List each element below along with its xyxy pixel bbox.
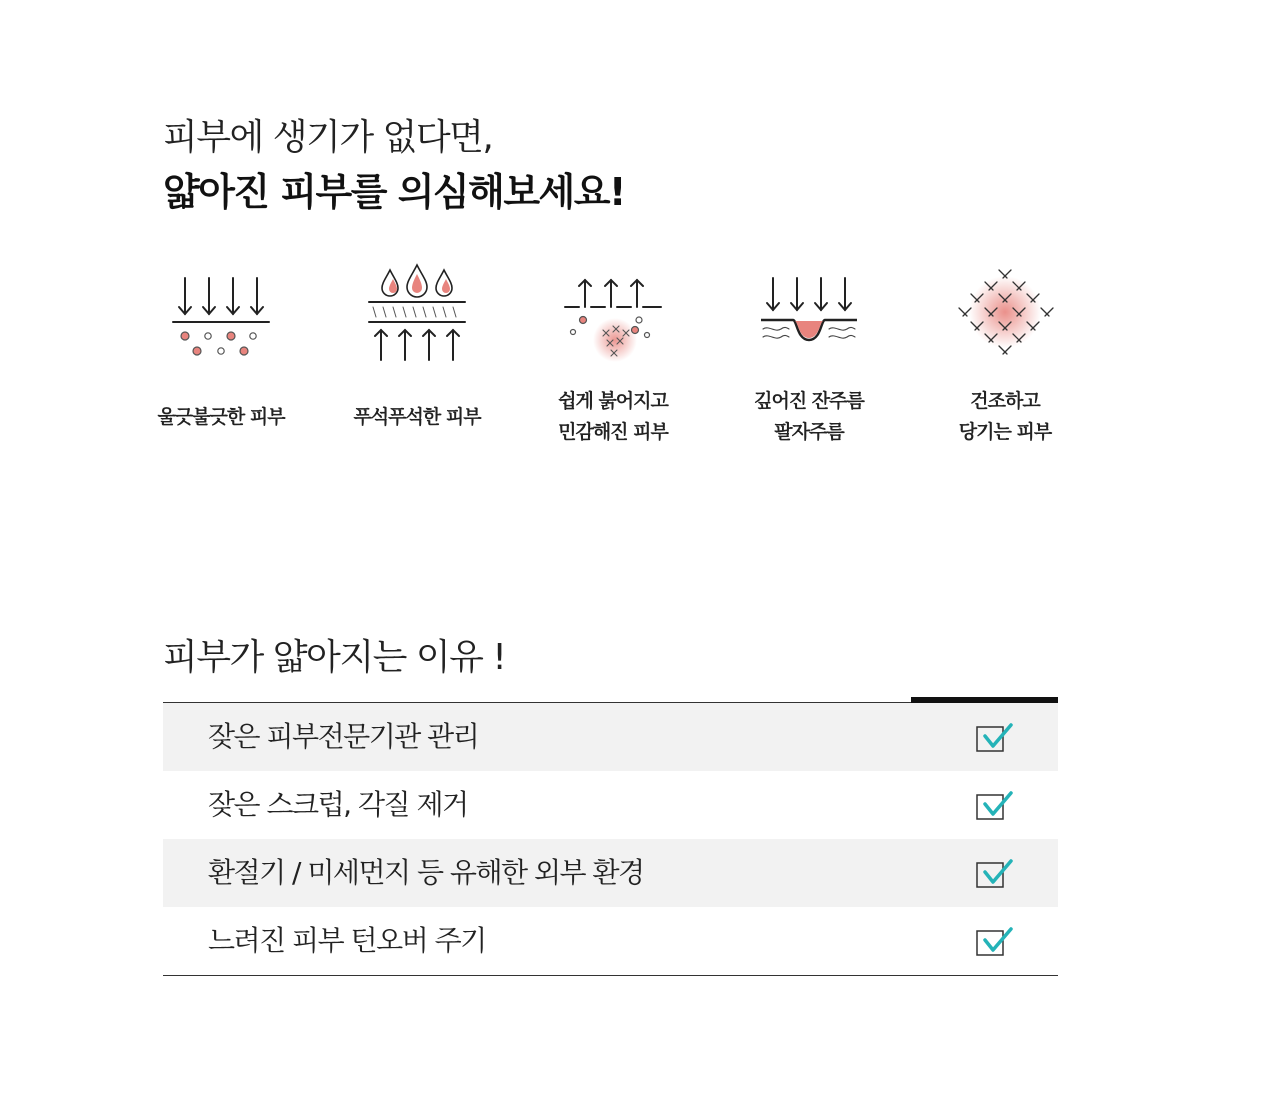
reasons-title: 피부가 얇아지는 이유 ! xyxy=(163,637,506,678)
table-row xyxy=(163,907,1058,975)
symptom-label: 깊어진 잔주름 팔자주름 xyxy=(754,390,864,443)
reason-text: 잦은 스크럽, 각질 제거 xyxy=(208,788,468,821)
symptom-item-tight xyxy=(907,262,1103,462)
checkbox-check-icon xyxy=(976,926,1014,958)
table-row xyxy=(163,771,1058,839)
tight-dry-skin-icon xyxy=(955,262,1055,362)
symptom-label: 울긋불긋한 피부 xyxy=(157,406,285,428)
table-bottom-rule xyxy=(163,975,1058,976)
reason-text: 환절기 / 미세먼지 등 유해한 외부 환경 xyxy=(208,856,644,889)
dry-skin-droplets-icon xyxy=(367,262,467,362)
uneven-skin-icon xyxy=(171,262,271,362)
reason-text: 잦은 피부전문기관 관리 xyxy=(208,720,479,753)
checkbox-check-icon xyxy=(976,858,1014,890)
headline-line-2: 얇아진 피부를 의심해보세요! xyxy=(163,170,625,214)
symptom-item-dry xyxy=(319,262,515,462)
symptom-label: 푸석푸석한 피부 xyxy=(353,406,481,428)
checkbox-check-icon xyxy=(976,722,1014,754)
symptom-label: 쉽게 붉어지고 민감해진 피부 xyxy=(558,390,668,443)
deep-wrinkle-icon xyxy=(759,262,859,362)
headline xyxy=(163,112,625,220)
reason-text: 느려진 피부 턴오버 주기 xyxy=(208,924,486,957)
sensitive-redness-icon xyxy=(563,262,663,362)
symptom-item-sensitive xyxy=(515,262,711,462)
symptom-item-uneven xyxy=(123,262,319,462)
reasons-list xyxy=(163,703,1058,975)
table-row xyxy=(163,703,1058,771)
symptom-label: 건조하고 당기는 피부 xyxy=(958,390,1052,443)
checkbox-check-icon xyxy=(976,790,1014,822)
table-row xyxy=(163,839,1058,907)
headline-line-1: 피부에 생기가 없다면, xyxy=(163,117,493,158)
symptom-item-wrinkle xyxy=(711,262,907,462)
symptom-icons xyxy=(123,262,1103,462)
